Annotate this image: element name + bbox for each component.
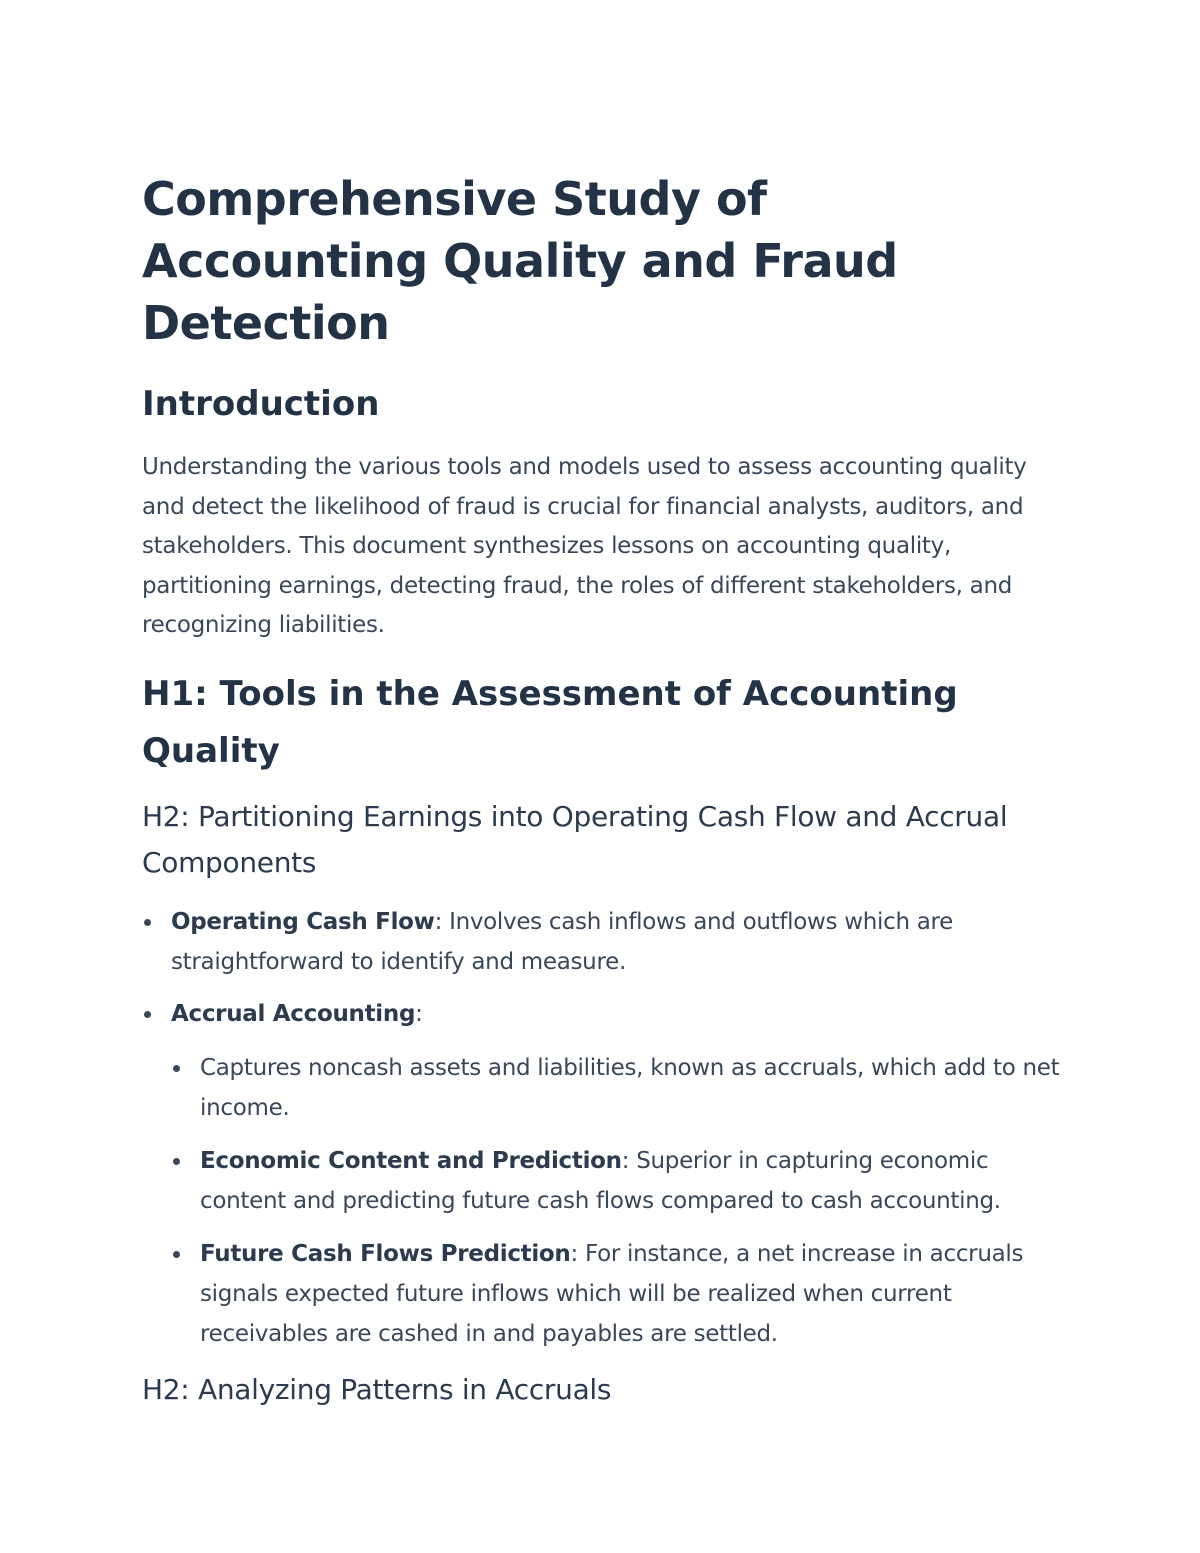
bullet-term: Future Cash Flows Prediction (200, 1240, 571, 1267)
list-item (171, 1141, 1062, 1221)
document-page (142, 168, 1062, 1413)
list-item (171, 1234, 1062, 1354)
list-item (142, 994, 1062, 1354)
partitioning-earnings-heading: H2: Partitioning Earnings into Operating Cash Flow and Accrual Components (142, 799, 1008, 879)
bullet-term: Economic Content and Prediction (200, 1147, 622, 1174)
bullet-icon (144, 919, 151, 926)
bullet-term: Accrual Accounting (171, 1000, 416, 1027)
accrual-patterns-heading: H2: Analyzing Patterns in Accruals (142, 1372, 612, 1406)
bullet-text: Captures noncash assets and liabilities, known as accruals, which add to net income. (200, 1054, 1060, 1121)
list-item (142, 902, 1062, 982)
bullet-term: Operating Cash Flow (171, 908, 435, 935)
list-item (171, 1048, 1062, 1128)
bullet-text: : Involves cash inflows and outflows which are straightforward to identify and measure. (171, 908, 954, 975)
bullet-icon (144, 1011, 151, 1018)
bullet-icon (173, 1158, 180, 1165)
partitioning-bullet-list (142, 902, 1062, 1354)
tools-assessment-heading: H1: Tools in the Assessment of Accounting Quality (142, 673, 958, 771)
introduction-paragraph: Understanding the various tools and models used to assess accounting quality and detect the likelihood of fraud is crucial for financial analysts, auditors, and stakeholders. This document synthesizes lessons on accounting quality, partitioning earnings, detecting fraud, the roles of different stakeholders, and recognizing liabilities. (142, 454, 1027, 638)
document-title: Comprehensive Study of Accounting Quality and Fraud Detection (142, 172, 898, 350)
bullet-text: : Superior in capturing economic content and predicting future cash flows compared to cash accounting. (200, 1147, 1001, 1214)
bullet-icon (173, 1065, 180, 1072)
bullet-text: : (415, 1000, 423, 1027)
bullet-text: : For instance, a net increase in accruals signals expected future inflows which will be realized when current receivables are cashed in and payables are settled. (200, 1240, 1024, 1347)
accrual-sub-bullet-list (171, 1048, 1062, 1354)
introduction-heading: Introduction (142, 384, 380, 424)
bullet-icon (173, 1251, 180, 1258)
